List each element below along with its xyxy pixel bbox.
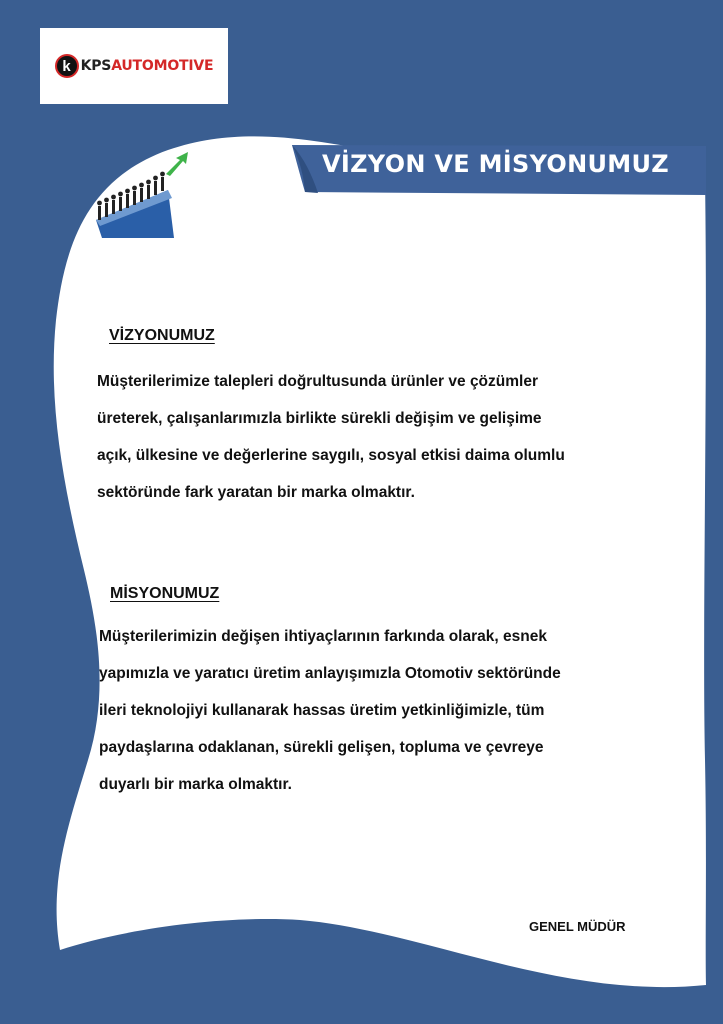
logo-automotive-text: AUTOMOTIVE (111, 58, 214, 74)
vision-paragraph: Müşterilerimize talepleri doğrultusunda ürünler ve çözümler üreterek, çalışanlarımızla birlikte sürekli değişim ve gelişime açık, ülkesine ve değerlerine saygılı, sosyal etkisi daima olumlu sektöründe fark yaratan bir marka olmaktır. (97, 373, 565, 501)
logo-kps-text: KPS (80, 58, 112, 74)
company-logo (40, 28, 228, 104)
paper-sheet (54, 136, 706, 987)
vision-heading: VİZYONUMUZ (109, 327, 215, 344)
mission-heading: MİSYONUMUZ (110, 585, 220, 602)
signature-title: GENEL MÜDÜR (529, 919, 626, 934)
logo-wordmark (81, 58, 214, 74)
page-title: VİZYON VE MİSYONUMUZ (322, 150, 669, 178)
business-growth-icon (88, 150, 198, 245)
mission-paragraph: Müşterilerimizin değişen ihtiyaçlarının farkında olarak, esnek yapımızla ve yaratıcı üretim anlayışımızla Otomotiv sektöründe ileri teknolojiyi kullanarak hassas üretim yetkinliğimizle, tüm paydaşlarına odaklanan, sürekli gelişen, topluma ve çevreye duyarlı bir marka olmaktır. (99, 628, 561, 793)
logo-k-icon: k (55, 54, 79, 78)
